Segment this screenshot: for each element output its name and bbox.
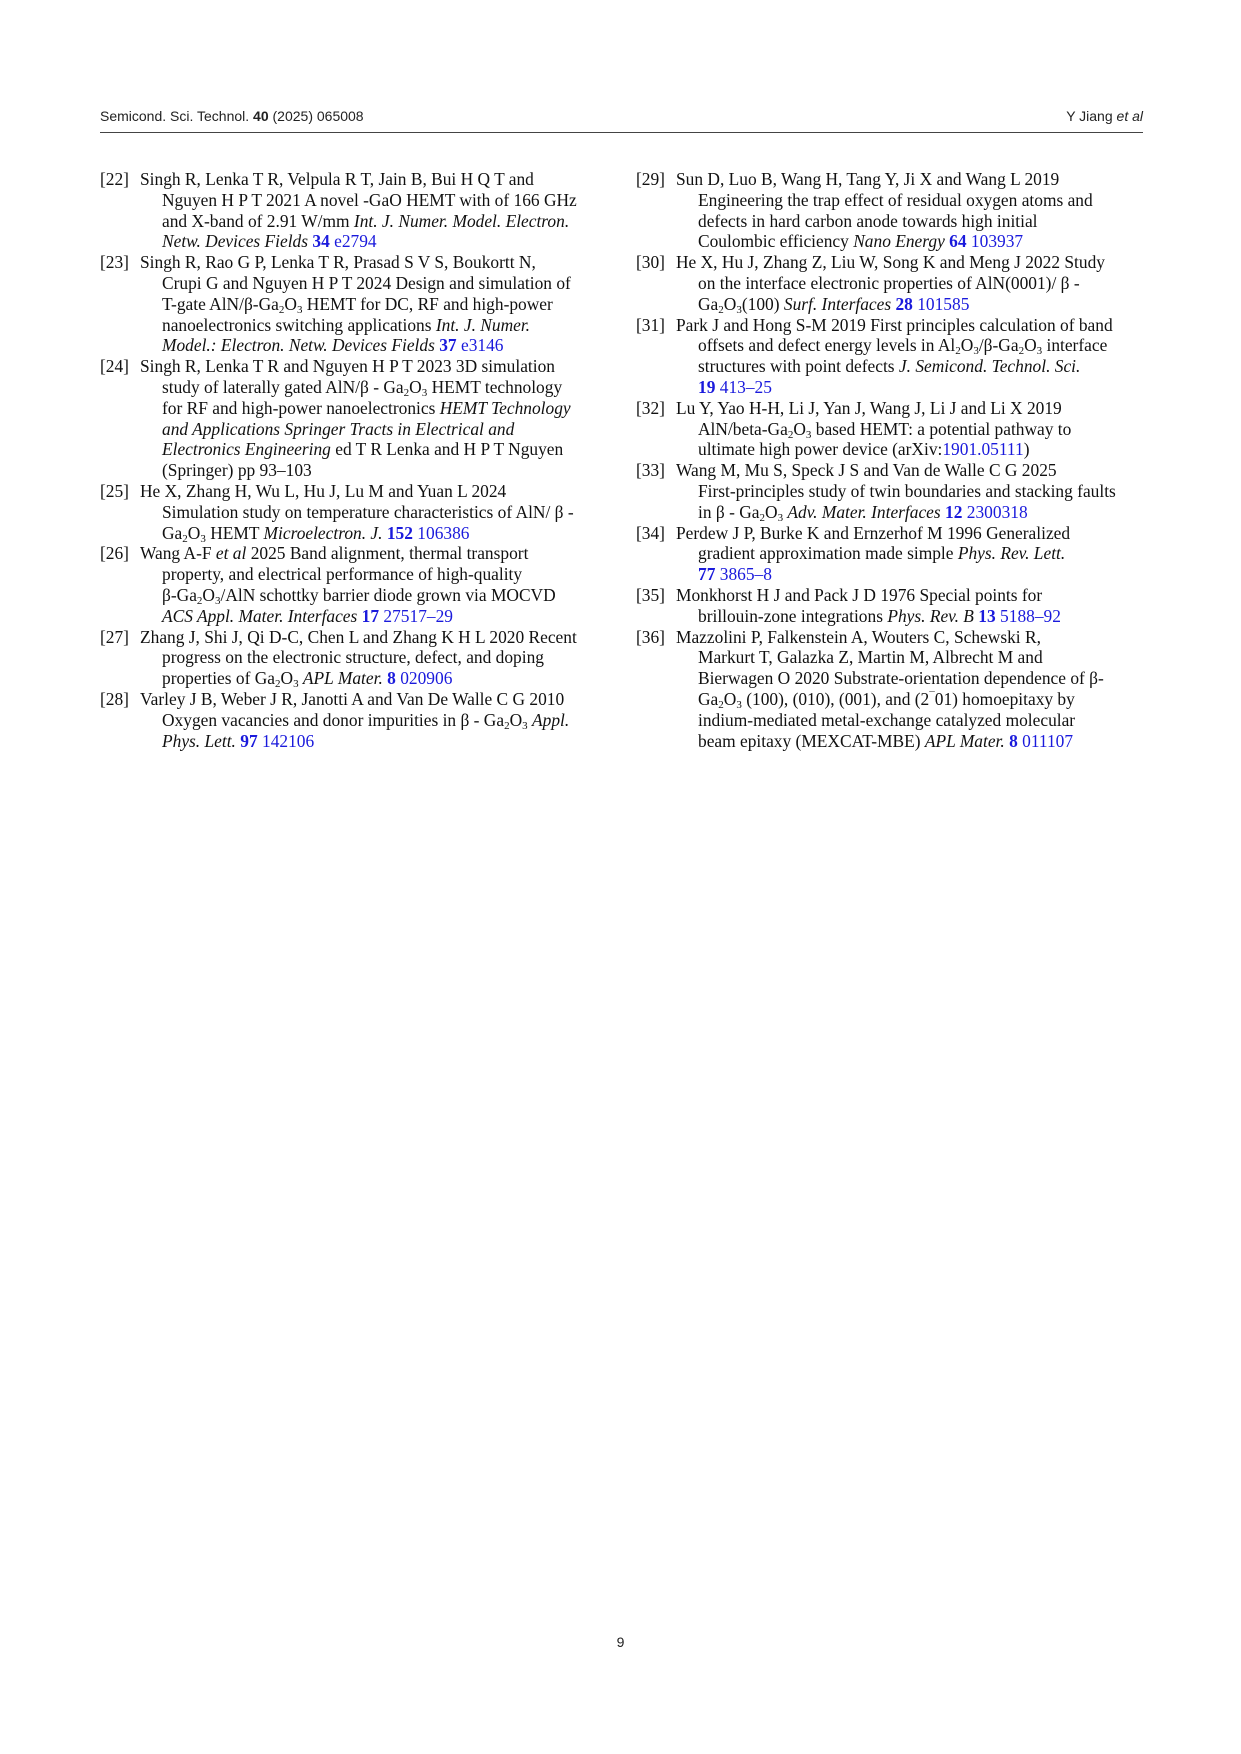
doi-link[interactable]: 142106 [262, 730, 315, 751]
volume-link[interactable]: 77 [698, 564, 716, 585]
running-header [100, 108, 1143, 130]
doi-link[interactable]: 2300318 [966, 501, 1028, 522]
volume-link[interactable]: 28 [895, 293, 913, 314]
doi-link[interactable]: 27517–29 [383, 605, 453, 626]
reference-35: [35] Monkhorst H J and Pack J D 1976 Special points for brillouin-zone integrations Phys. Rev. B 13 5188–92 [636, 584, 1061, 626]
references-right-column [636, 169, 1146, 751]
doi-link[interactable]: 020906 [400, 668, 453, 689]
volume-link[interactable]: 97 [240, 730, 258, 751]
reference-30: [30] He X, Hu J, Zhang Z, Liu W, Song K and Meng J 2022 Study on the interface electronic properties of AlN(0001)/ β - $Ga_2O_3(100)$ Surf. Interfaces 28 101585 [636, 252, 1105, 316]
arxiv-link[interactable]: 1901.05111 [942, 439, 1024, 460]
volume-link[interactable]: 37 [439, 335, 457, 356]
page-number: 9 [616, 1634, 625, 1650]
doi-link[interactable]: 103937 [970, 231, 1024, 252]
doi-link[interactable]: e2794 [334, 231, 377, 252]
reference-29: [29] Sun D, Luo B, Wang H, Tang Y, Ji X and Wang L 2019 Engineering the trap effect of residual oxygen atoms and defects in hard carbon anode towards high initial Coulombic efficiency Nano Energy 64 103937 [636, 169, 1093, 252]
reference-32: [32] Lu Y, Yao H-H, Li J, Yan J, Wang J, Li J and Li X 2019 AlN/$beta-Ga_2O_3$ based HEMT: a potential pathway to ultimate high power device (arXiv:1901.05111) [636, 397, 1072, 460]
reference-36: [36] Mazzolini P, Falkenstein A, Wouters C, Schewski R, Markurt T, Galazka Z, Martin M, Albrecht M and Bierwagen O 2020 Substrate-orientation dependence of β- $Ga_2O_3$ (100), (010), (001), and (2¯01) homoepitaxy by indium-mediated metal-exchange catalyzed molecular beam epitaxy (MEXCAT-MBE) APL Mater. 8 011107 [636, 626, 1104, 751]
volume-link[interactable]: 8 [387, 668, 396, 689]
reference-23: [23] Singh R, Rao G P, Lenka T R, Prasad S V S, Boukortt N, Crupi G and Nguyen H P T 2024 Design and simulation of T-gate AlN/$\beta-Ga_2O_3$ HEMT for DC, RF and high-power nanoelectronics switching applications Int. J. Numer. Model.: Electron. Netw. Devices Fields 37 e3146 [100, 252, 571, 356]
doi-link[interactable]: 106386 [417, 522, 470, 543]
reference-24: [24] Singh R, Lenka T R and Nguyen H P T 2023 3D simulation study of laterally gated $AlN/\beta - Ga_2O_3$ HEMT technology for RF and high-power nanoelectronics HEMT Technology and Applications Springer Tracts in Electrical and Electronics Engineering ed T R Lenka and H P T Nguyen (Springer) pp 93–103 [100, 356, 571, 481]
volume-link[interactable]: 12 [945, 501, 963, 522]
reference-22: [22] Singh R, Lenka T R, Velpula R T, Jain B, Bui H Q T and Nguyen H P T 2021 A novel -GaO HEMT with of 166 GHz and X-band of 2.91 W/mm Int. J. Numer. Model. Electron. Netw. Devices Fields 34 e2794 [100, 169, 577, 252]
volume-link[interactable]: 19 [698, 376, 716, 397]
reference-33: [33] Wang M, Mu S, Speck J S and Van de Walle C G 2025 First-principles study of twin boundaries and stacking faults in β - $Ga_2O_3$ Adv. Mater. Interfaces 12 2300318 [636, 460, 1116, 524]
volume-link[interactable]: 64 [949, 231, 967, 252]
reference-26: [26] Wang A-F et al 2025 Band alignment, thermal transport property, and electrical performance of high-quality $\beta-Ga_2O_3$/AlN schottky barrier diode grown via MOCVD ACS Appl. Mater. Interfaces 17 27517–29 [100, 543, 556, 626]
volume-link[interactable]: 8 [1009, 730, 1018, 751]
reference-28: [28] Varley J B, Weber J R, Janotti A and Van De Walle C G 2010 Oxygen vacancies and donor impurities in β - $Ga_2O_3$ Appl. Phys. Lett. 97 142106 [100, 688, 570, 751]
references-left-column [100, 169, 612, 751]
header-rule [100, 132, 1143, 133]
reference-25: [25] He X, Zhang H, Wu L, Hu J, Lu M and Yuan L 2024 Simulation study on temperature characteristics of AlN/ β - $Ga_2O_3$ HEMT Microelectron. J. 152 106386 [100, 480, 574, 545]
header-authors: Y Jiang et al [1066, 108, 1143, 124]
doi-link[interactable]: 5188–92 [1000, 605, 1061, 626]
volume-link[interactable]: 34 [312, 231, 330, 252]
doi-link[interactable]: e3146 [460, 335, 504, 356]
doi-link[interactable]: 413–25 [719, 376, 772, 397]
doi-link[interactable]: 101585 [917, 293, 970, 314]
journal-citation: Semicond. Sci. Technol. 40 (2025) 065008 [100, 108, 364, 124]
reference-27: [27] Zhang J, Shi J, Qi D-C, Chen L and Zhang K H L 2020 Recent progress on the electronic structure, defect, and doping properties of $Ga_2O_3$ APL Mater. 8 020906 [100, 626, 577, 691]
volume-link[interactable]: 152 [386, 522, 413, 543]
doi-link[interactable]: 011107 [1022, 730, 1074, 751]
volume-link[interactable]: 17 [361, 605, 380, 626]
reference-31: [31] Park J and Hong S-M 2019 First principles calculation of band offsets and defect energy levels in $Al_2O_3/\beta-Ga_2O_3$ interface structures with point defects J. Semicond. Technol. Sci. 19 413–25 [636, 314, 1113, 397]
reference-34: [34] Perdew J P, Burke K and Ernzerhof M 1996 Generalized gradient approximation made simple Phys. Rev. Lett. 77 3865–8 [636, 522, 1071, 585]
volume-link[interactable]: 13 [978, 605, 996, 626]
doi-link[interactable]: 3865–8 [719, 564, 772, 585]
